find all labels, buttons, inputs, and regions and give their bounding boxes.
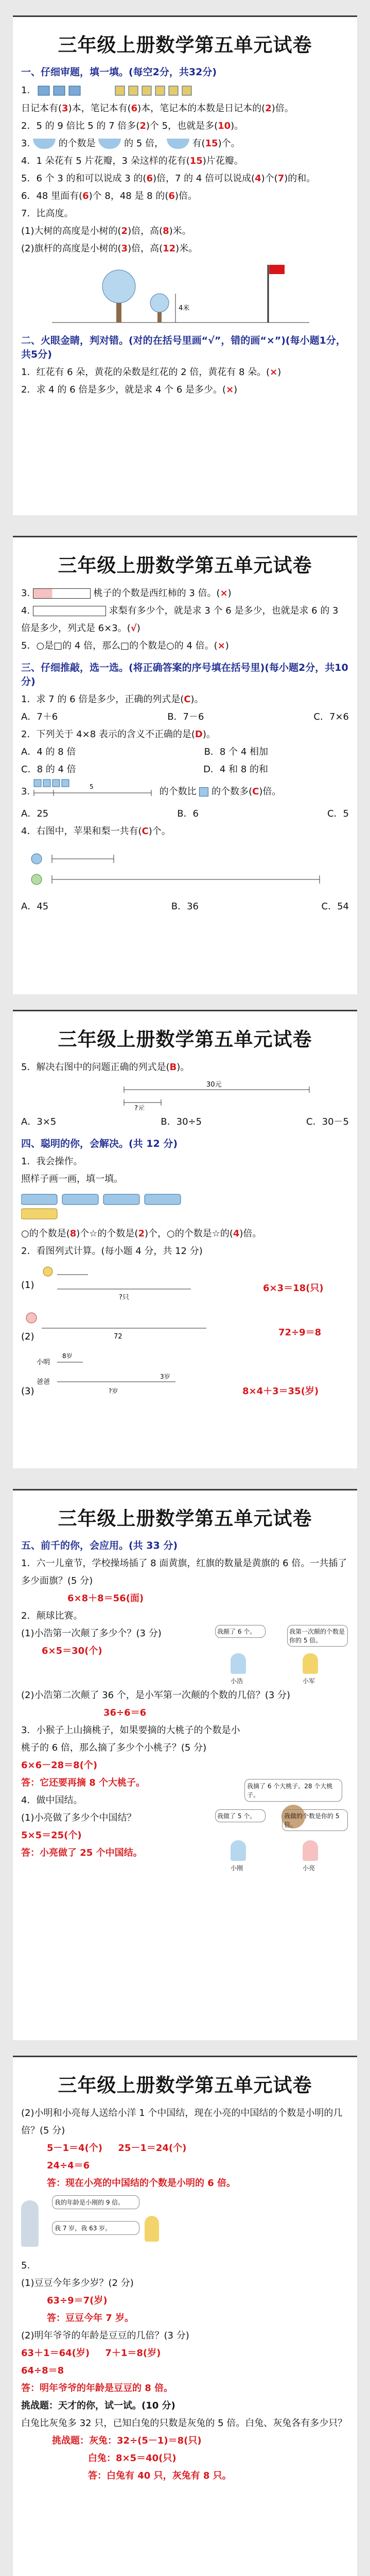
choice-3-svg <box>33 778 156 799</box>
peach-icon <box>26 1313 37 1323</box>
answer: 12 <box>163 243 176 254</box>
apply-5-2: (2)明年爷爷的年龄是豆豆的几倍？(3 分) <box>21 2330 189 2341</box>
apply-2-illustration <box>215 1625 349 1687</box>
apply-5-illustration <box>21 2195 349 2257</box>
choice-5 <box>21 1059 349 1076</box>
option: C．7×6 <box>313 711 349 722</box>
child-icon <box>303 1840 318 1861</box>
answer: × <box>220 588 228 599</box>
apply-4-2-conclusion: 答：现在小亮的中国结的个数是小明的 6 倍。 <box>47 2178 236 2189</box>
apply-1: 1．六一儿童节，学校操场插了 8 面黄旗，红旗的数量是黄旗的 6 倍。一共插了多少面旗？(5 分) <box>21 1558 347 1586</box>
answer: D <box>195 729 203 740</box>
text: )米。 <box>169 226 191 236</box>
answer: 4 <box>255 173 261 184</box>
text: 的个数比 <box>159 786 197 797</box>
question-4 <box>21 152 349 170</box>
apply-5-1-answer: 63÷9＝7(岁) <box>47 2295 108 2306</box>
text: )个 8，48 是 8 的( <box>89 191 169 201</box>
text: 2．5 的 9 倍比 5 的 7 倍多( <box>21 121 140 131</box>
answer: C <box>184 694 191 705</box>
speech-bubble: 我摘了 6 个大桃子。28 个大桃子。 <box>244 1779 342 1802</box>
pear-bar-figure <box>33 606 106 616</box>
apply-2-2-answer: 36÷6＝6 <box>103 1707 147 1718</box>
flagpole-icon <box>268 265 285 323</box>
question-number: 1. <box>21 85 30 96</box>
apply-4-questions <box>21 1809 215 1876</box>
text: 5．解决右图中的问题正确的列式是( <box>21 1062 170 1073</box>
apply-5: 5. <box>21 2260 30 2271</box>
choice-4 <box>21 823 349 840</box>
text: 3. <box>21 138 30 149</box>
answer: 15 <box>205 138 218 149</box>
text: )倍，7 的 4 倍可以说成( <box>152 173 255 184</box>
text: )米。 <box>175 243 198 254</box>
apply-5-1-conclusion: 答：豆豆今年 7 岁。 <box>47 2313 134 2324</box>
judge-3 <box>21 585 349 602</box>
apply-5-2-answer-1 <box>21 2345 349 2362</box>
apply-2-2: (2)小浩第二次颠了 36 个，是小军第一次颠的个数的几倍？(3 分) <box>21 1690 291 1701</box>
question-5 <box>21 170 349 188</box>
text: 5．○是□的 4 倍，那么□的个数是○的 4 倍。( <box>21 640 218 651</box>
text: 2．下列关于 4×8 表示的含义不正确的是( <box>21 729 195 740</box>
answer: 25－1＝24(个) <box>118 2143 187 2154</box>
text: 1．求 7 的 6 倍是多少，正确的列式是( <box>21 694 184 705</box>
apply-5-2-conclusion: 答：明年爷爷的年龄是豆豆的 8 倍。 <box>21 2383 173 2394</box>
answer: 63＋1＝64(岁) <box>21 2348 90 2359</box>
text: )个。 <box>148 826 171 837</box>
answer: 72÷9＝8 <box>278 1327 322 1338</box>
challenge-answer-2: 白兔：8×5＝40(只) <box>88 2453 177 2464</box>
answer: 7 <box>277 173 285 184</box>
option: B．8 个 4 相加 <box>204 747 268 757</box>
unknown-label: ?元 <box>134 1105 145 1110</box>
option: C．30－5 <box>306 1116 349 1127</box>
section-3-heading: 三、仔细推敲，选一选。(将正确答案的序号填在括号里)(每小题2分，共10分) <box>21 662 348 687</box>
challenge-conclusion: 答：白兔有 40 只，灰兔有 8 只。 <box>88 2470 232 2481</box>
text: )。 <box>190 694 204 705</box>
figure-number: (3) <box>21 1386 34 1397</box>
figure-1-svg <box>21 1263 350 1304</box>
speech-bubble: 我 7 岁，我 63 岁。 <box>52 2221 139 2235</box>
bird-icon <box>43 1267 52 1276</box>
speech-bubble: 我做了 5 个。 <box>215 1809 266 1822</box>
text: ) <box>227 588 232 599</box>
stars-figure <box>21 1191 349 1222</box>
section-1-heading: 一、仔细审题，填一填。(每空2分，共32分) <box>21 66 217 78</box>
small-tree-icon <box>150 294 169 323</box>
text: 桃子的个数是西红柿的 3 倍。( <box>93 588 220 599</box>
operate-1-answer <box>21 1225 349 1243</box>
text: 的个数多( <box>212 786 253 797</box>
apply-3-answer: 6×6－28＝8(个) <box>21 1760 98 1771</box>
text: )片花瓣。 <box>202 156 243 166</box>
total-label: 30元 <box>206 1081 222 1089</box>
name-label: 小刚 <box>231 1865 243 1872</box>
text: ) <box>277 367 281 378</box>
text: )倍。 <box>259 786 281 797</box>
text: 4．右图中，苹果和梨一共有( <box>21 826 142 837</box>
child-icon <box>231 1840 246 1861</box>
text: 日记本有( <box>21 103 62 114</box>
figure-number: (1) <box>21 1280 34 1291</box>
answer: 5－1＝4(个) <box>47 2143 103 2154</box>
answer: B <box>169 1062 177 1073</box>
answer: 6 <box>168 191 175 201</box>
figure-number: (2) <box>21 1331 34 1342</box>
trees-svg <box>21 261 350 328</box>
apple-pear-svg <box>21 843 350 895</box>
choice-3-options <box>21 805 349 823</box>
text: (2)旗杆的高度是小树的( <box>21 243 121 254</box>
page-title: 三年级上册数学第五单元试卷 <box>58 1507 312 1530</box>
text: )。 <box>231 121 244 131</box>
choice-1-options <box>21 708 349 726</box>
text: 3. <box>21 786 30 797</box>
apply-2: 2．颠球比赛。 <box>21 1611 83 1621</box>
count-label: 5 <box>89 783 94 790</box>
height-label: 4米 <box>179 304 190 312</box>
exam-page-4 <box>13 1489 357 2040</box>
exam-page-5 <box>13 2056 357 2576</box>
page-title: 三年级上册数学第五单元试卷 <box>58 34 312 56</box>
apply-2-1: (1)小浩第一次颠了多少个？(3 分) <box>21 1628 162 1639</box>
judge-1 <box>21 364 349 381</box>
big-tree-icon <box>102 270 135 323</box>
text: 求梨有多少个，就是求 3 个 6 是多少，也就是求 6 的 3 倍是多少，列式是 6×3。( <box>21 605 339 634</box>
judge-4 <box>21 602 349 637</box>
text: ) <box>225 640 229 651</box>
apply-2-block <box>21 1625 349 1687</box>
exam-page-1 <box>13 15 357 515</box>
choice-5-figure <box>21 1079 349 1110</box>
question-2 <box>21 117 349 135</box>
challenge-question: 白兔比灰兔多 32 只，已知白兔的只数是灰兔的 5 倍。白兔、灰兔各有多少只？ <box>21 2418 347 2429</box>
question-1 <box>21 81 349 100</box>
label-unknown: ?岁 <box>109 1387 118 1395</box>
apply-1-answer: 6×8＋8＝56(面) <box>67 1593 144 1604</box>
choice-2-options-b <box>21 761 268 778</box>
answer: 6 <box>131 103 138 114</box>
answer: 2 <box>265 103 272 114</box>
apply-4: 4．做中国结。 <box>21 1795 83 1806</box>
section-2-heading: 二、火眼金睛，判对错。(对的在括号里画“√”，错的画“×”)(每小题1分，共5分) <box>21 335 346 360</box>
stars-svg <box>21 1191 350 1222</box>
challenge-heading: 挑战题：天才的你，试一试。(10 分) <box>21 2400 175 2411</box>
books-figure <box>33 84 301 97</box>
question-3 <box>21 135 349 152</box>
text: )的和。 <box>284 173 316 184</box>
label-xiaoming: 小明 <box>37 1359 50 1366</box>
bowl-icon <box>98 139 121 149</box>
option: B．6 <box>177 808 199 819</box>
answer: 8 <box>69 1228 77 1239</box>
answer: × <box>270 367 278 378</box>
option: A．25 <box>21 808 49 819</box>
text: )倍。 <box>174 191 197 201</box>
speech-bubble: 我做的个数是你的 5 倍。 <box>282 1809 348 1831</box>
answer: √ <box>130 623 137 634</box>
boy-icon <box>303 1653 318 1674</box>
text: )个☆的个数是( <box>76 1228 138 1239</box>
text: 的 5 倍， <box>124 138 164 149</box>
figure-3-svg <box>21 1352 350 1403</box>
label-dad: 爸爸 <box>37 1378 50 1386</box>
speech-bubble: 我第一次颠的个数是你的 5 倍。 <box>287 1625 348 1647</box>
page-title: 三年级上册数学第五单元试卷 <box>58 554 312 577</box>
choice-5-options <box>21 1113 349 1131</box>
apply-2-questions <box>21 1625 215 1687</box>
option: B．30÷5 <box>161 1116 202 1127</box>
text: 的个数是 <box>58 138 96 149</box>
option: C．5 <box>327 808 349 819</box>
answer: C <box>142 826 149 837</box>
option: A．7＋6 <box>21 711 58 722</box>
answer: 8 <box>163 226 169 236</box>
question-6 <box>21 188 349 205</box>
answer: C <box>252 786 259 797</box>
challenge-answer-1: 挑战题：灰兔：32÷(5－1)＝8(只) <box>52 2435 202 2446</box>
answer: 7＋1＝8(岁) <box>105 2348 161 2359</box>
square-icon <box>199 787 208 796</box>
option: B．7－6 <box>167 711 204 722</box>
operate-1-desc: 照样子画一画，填一填。 <box>21 1174 123 1184</box>
option: B．36 <box>171 901 199 912</box>
text: )倍。 <box>239 1228 262 1239</box>
question-1-text <box>21 100 349 117</box>
judge-5 <box>21 637 349 655</box>
boy-icon <box>231 1653 246 1674</box>
speech-bubble: 我的年龄是小刚的 9 倍。 <box>52 2195 139 2209</box>
fruit-bar-figure <box>33 588 91 599</box>
text: )个。 <box>218 138 240 149</box>
option: C．54 <box>321 901 349 912</box>
option: A．3×5 <box>21 1116 57 1127</box>
text: 4. <box>21 605 30 616</box>
apply-4-2-answer-1 <box>21 2140 349 2157</box>
operate-1: 1．我会操作。 <box>21 1156 83 1167</box>
answer: 6 <box>146 173 153 184</box>
option: C．8 的 4 倍 <box>21 764 76 775</box>
option: A．4 的 8 倍 <box>21 747 76 757</box>
choice-4-options <box>21 898 349 916</box>
text: )。 <box>177 1062 190 1073</box>
name-label: 小军 <box>303 1677 315 1685</box>
text: ) <box>234 384 238 395</box>
text: 3. <box>21 588 30 599</box>
text: (1)大树的高度是小树的( <box>21 226 121 236</box>
exam-page-3 <box>13 1010 357 1468</box>
apply-4-2: (2)小明和小亮每人送给小洋 1 个中国结，现在小亮的中国结的个数是小明的几倍？(5 分) <box>21 2108 343 2136</box>
apply-4-block <box>21 1809 349 1876</box>
speech-bubble: 我颠了 6 个。 <box>215 1625 266 1638</box>
apply-5-2-answer-2: 64÷8＝8 <box>21 2365 64 2376</box>
bowl-icon <box>33 139 56 149</box>
section-5-heading: 五、前千的你，会应用。(共 33 分) <box>21 1540 178 1551</box>
apply-5-1: (1)豆豆今年多少岁？(2 分) <box>21 2278 134 2289</box>
unknown-label: ?只 <box>119 1294 129 1301</box>
answer: 2 <box>121 226 128 236</box>
exam-page-2 <box>13 536 357 994</box>
grandpa-icon <box>21 2200 39 2247</box>
pear-icon <box>31 874 42 885</box>
section-4-heading: 四、聪明的你，会解决。(共 12 分) <box>21 1138 178 1149</box>
page-title: 三年级上册数学第五单元试卷 <box>58 2074 312 2096</box>
answer: 3 <box>62 103 68 114</box>
text: )本，笔记本有( <box>68 103 131 114</box>
text: 2．求 4 的 6 倍是多少，就是求 4 个 6 是多少。( <box>21 384 226 395</box>
choice-5-svg <box>21 1079 350 1110</box>
choice-3 <box>21 778 349 805</box>
apple-icon <box>31 854 42 864</box>
page-title: 三年级上册数学第五单元试卷 <box>58 1028 312 1050</box>
text: )个 5，也就是多( <box>146 121 218 131</box>
option: D．4 和 8 的和 <box>203 764 268 775</box>
name-label: 小浩 <box>231 1677 243 1685</box>
apply-3-conclusion: 答：它还要再摘 8 个大桃子。 <box>21 1777 146 1788</box>
answer: 2 <box>139 121 146 131</box>
figure-2 <box>21 1308 349 1349</box>
question-7: 7．比高度。 <box>21 208 74 219</box>
answer: 4 <box>233 1228 240 1239</box>
apply-4-1: (1)小亮做了多少个中国结？ <box>21 1812 136 1823</box>
option: A．45 <box>21 901 49 912</box>
apply-4-1-conclusion: 答：小亮做了 25 个中国结。 <box>21 1848 143 1858</box>
choice-2-options-a <box>21 743 268 761</box>
text: 4．1 朵花有 5 片花瓣，3 朵这样的花有( <box>21 156 190 166</box>
text: )个，○的个数是☆的( <box>144 1228 233 1239</box>
apply-4-1-answer: 5×5＝25(个) <box>21 1830 82 1841</box>
label-8: 8岁 <box>62 1352 73 1360</box>
books-svg <box>33 84 301 97</box>
name-label: 小亮 <box>303 1865 315 1872</box>
total-label: 72 <box>114 1333 122 1341</box>
text: )倍。 <box>271 103 294 114</box>
answer: 3 <box>121 243 128 254</box>
text: ○的个数是( <box>21 1228 70 1239</box>
answer: 6×3＝18(只) <box>263 1283 324 1294</box>
apply-4-2-answer-2: 24÷4＝6 <box>47 2160 90 2171</box>
answer: × <box>217 640 225 651</box>
child-icon <box>145 2216 159 2242</box>
answer: × <box>226 384 234 395</box>
text: 有( <box>192 138 205 149</box>
text: ) <box>136 623 140 634</box>
apple-pear-figure <box>21 843 349 895</box>
answer: 10 <box>218 121 231 131</box>
text: 6．48 里面有( <box>21 191 83 201</box>
trees-figure <box>21 261 349 328</box>
text: )本，笔记本的本数是日记本的( <box>137 103 266 114</box>
choice-1 <box>21 691 349 708</box>
apply-2-1-answer: 6×5＝30(个) <box>42 1646 102 1656</box>
answer: 6 <box>82 191 89 201</box>
judge-2 <box>21 381 349 399</box>
text: 5．6 个 3 的和可以说成 3 的( <box>21 173 147 184</box>
choice-2 <box>21 726 349 743</box>
text: )倍，高( <box>128 226 163 236</box>
label-3: 3岁 <box>160 1373 170 1380</box>
answer: 8×4＋3＝35(岁) <box>242 1386 319 1397</box>
figure-1 <box>21 1263 349 1304</box>
figure-2-svg <box>21 1308 350 1349</box>
answer: 2 <box>138 1228 145 1239</box>
figure-3 <box>21 1352 349 1403</box>
question-7-2 <box>21 240 349 258</box>
apply-4-illustration <box>215 1809 349 1876</box>
text: )。 <box>202 729 216 740</box>
text: )个( <box>261 173 278 184</box>
answer: 15 <box>189 156 203 166</box>
text: 1．红花有 6 朵，黄花的朵数是红花的 2 倍，黄花有 8 朵。( <box>21 367 270 378</box>
text: )倍，高( <box>128 243 163 254</box>
bowl-icon <box>167 139 189 149</box>
choice-3-figure <box>33 778 156 805</box>
operate-2: 2．看图列式计算。(每小题 4 分，共 12 分) <box>21 1246 203 1257</box>
apply-3: 3．小猴子上山摘桃子，如果要摘的大桃子的个数是小桃子的 6 倍，那么摘了多少个小桃子？(5 分) <box>21 1725 240 1753</box>
question-7-1 <box>21 223 349 240</box>
